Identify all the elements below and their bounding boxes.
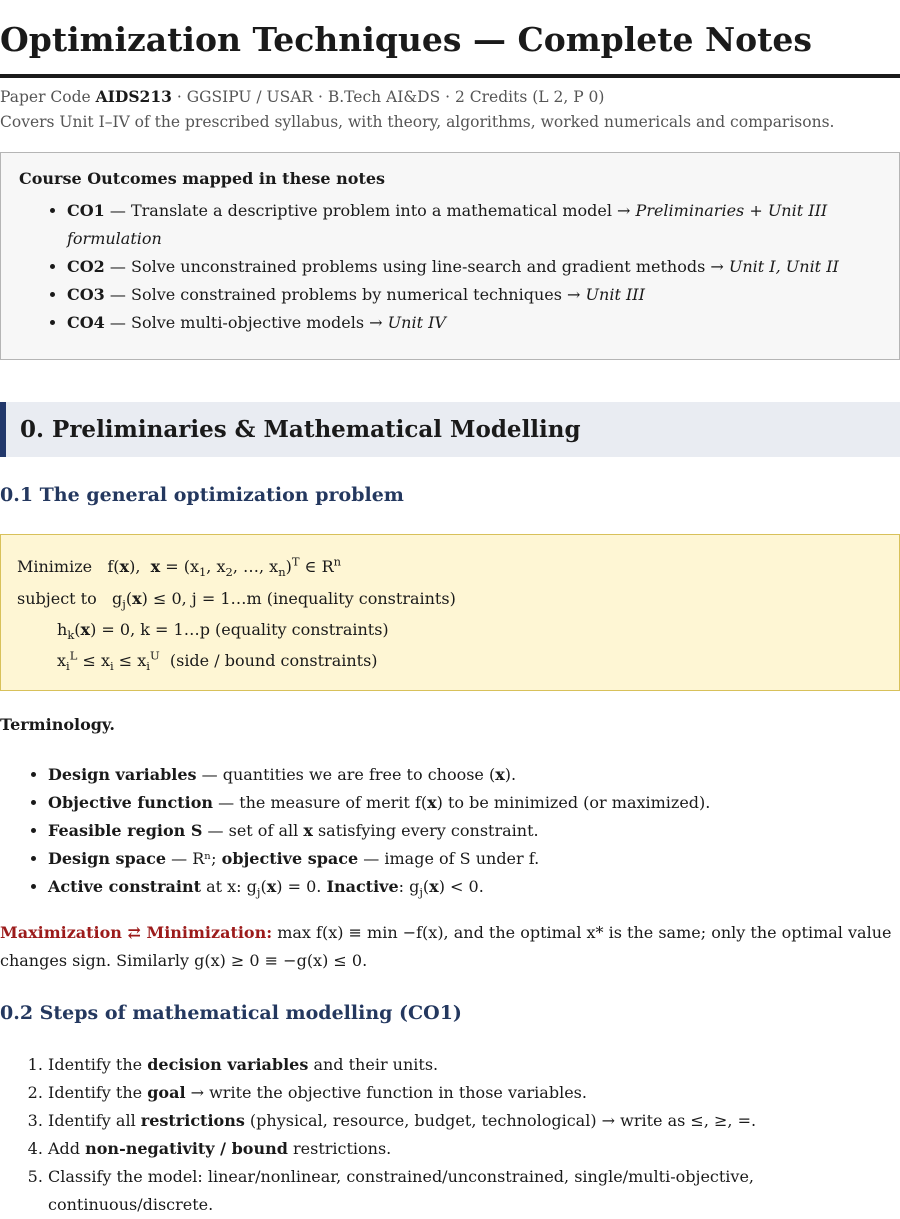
co-text: — Solve unconstrained problems using line-search and gradient methods → [104, 256, 729, 276]
list-item: • Objective function — the measure of merit f(x) to be minimized (or maximized). [48, 789, 900, 817]
step-text: Identify the [48, 1054, 148, 1074]
list-item [67, 253, 881, 281]
terminology-label: Terminology. [0, 715, 115, 735]
coverage-note: Covers Unit I–IV of the prescribed syllabus, with theory, algorithms, worked numericals and comparisons. [0, 113, 835, 132]
term-def: — Rⁿ; [166, 849, 222, 869]
co-code: CO4 [67, 312, 105, 332]
list-item [48, 1163, 900, 1219]
step-keyword: restrictions [140, 1110, 245, 1130]
term-def: at x: g [201, 877, 257, 897]
list-item [67, 197, 881, 253]
step-text: (physical, resource, budget, technological) → write as ≤, ≥, =. [244, 1110, 757, 1130]
section-heading: 0. Preliminaries & Mathematical Modelling [0, 402, 900, 457]
step-keyword: goal [147, 1082, 186, 1102]
course-outcomes-box [0, 152, 900, 360]
term-name: Active constraint [48, 877, 202, 897]
term-name: Objective function [48, 793, 214, 813]
co-mapping: Unit I, Unit II [728, 256, 839, 276]
list-item: • Design space — Rⁿ; objective space — image of S under f. [48, 845, 900, 873]
paper-meta [0, 84, 900, 136]
list-item [48, 1051, 900, 1079]
page-title: Optimization Techniques — Complete Notes [0, 0, 900, 78]
formula-inequality: subject to $g_j(x) \le 0$, j = 1…m (inequality constraints) [17, 588, 456, 611]
paper-code: AIDS213 [95, 86, 172, 106]
list-item: • Active constraint at x: $g_j(x) = 0$. Inactive: $g_j(x) < 0$. [48, 873, 900, 901]
co-text: — Solve multi-objective models → [104, 312, 388, 332]
subsection-heading: 0.1 The general optimization problem [0, 483, 404, 506]
paper-code-label: Paper Code [0, 87, 91, 106]
step-keyword: decision variables [147, 1054, 309, 1074]
paper-details: · GGSIPU / USAR · B.Tech AI&DS · 2 Credits (L 2, P 0) [176, 87, 605, 106]
step-text: restrictions. [287, 1138, 392, 1158]
formula-objective: Minimize f(x), $x = (x_1$, $x_2$, …, $x_n)^T$ ∈ $R^n$ [17, 555, 342, 580]
max-min-label: Maximization ⇄ Minimization: [0, 923, 273, 943]
subsection-heading: 0.2 Steps of mathematical modelling (CO1) [0, 1002, 462, 1025]
step-keyword: non-negativity / bound [85, 1138, 288, 1158]
co-mapping: Preliminaries + Unit III formulation [67, 200, 828, 248]
co-text: — Translate a descriptive problem into a mathematical model → [104, 200, 636, 220]
list-item [48, 1135, 900, 1163]
modelling-steps-list [0, 1051, 900, 1219]
step-text: and their units. [308, 1054, 439, 1074]
general-problem-formula [0, 534, 900, 691]
step-text: Identify all [48, 1110, 141, 1130]
subject-to-label: subject to [17, 588, 97, 608]
term-def: — quantities we are free to choose ( [196, 765, 496, 785]
formula-bounds: $x_i^L \le x_i \le x_i^U$ (side / bound constraints) [57, 648, 378, 674]
co-code: CO2 [67, 256, 105, 276]
term-def: — the measure of merit f( [213, 793, 428, 813]
list-item: • Design variables — quantities we are free to choose (x). [48, 761, 900, 789]
step-text: → write the objective function in those variables. [185, 1082, 587, 1102]
step-text: Classify the model: linear/nonlinear, constrained/unconstrained, single/multi-objective, continuous/discrete. [48, 1166, 755, 1214]
step-text: Add [48, 1138, 86, 1158]
course-outcomes-title: Course Outcomes mapped in these notes [19, 168, 386, 188]
bound-text: (side / bound constraints) [169, 650, 378, 670]
course-outcomes-list [19, 197, 881, 337]
list-item [48, 1107, 900, 1135]
list-item: • Feasible region S — set of all x satisfying every constraint. [48, 817, 900, 845]
co-mapping: Unit III [585, 284, 645, 304]
co-code: CO1 [67, 200, 105, 220]
list-item [48, 1079, 900, 1107]
list-item [67, 281, 881, 309]
eq-text: = 0, k = 1…p (equality constraints) [96, 619, 389, 639]
term-def: — set of all [202, 821, 304, 841]
max-min-text: max f(x) ≡ min −f(x), and the optimal x* is the same; only the optimal value changes sign. Similarly g(x) ≥ 0 ≡ −g(x) ≤ 0. [0, 923, 892, 971]
step-text: Identify the [48, 1082, 148, 1102]
minimize-label: Minimize [17, 557, 93, 577]
ineq-text: ≤ 0, j = 1…m (inequality constraints) [147, 588, 456, 608]
max-min-note [0, 919, 900, 975]
term-name: Design variables [48, 765, 197, 785]
co-mapping: Unit IV [387, 312, 446, 332]
co-text: — Solve constrained problems by numerical techniques → [104, 284, 586, 304]
formula-equality: $h_k(x) = 0$, k = 1…p (equality constraints) [57, 619, 389, 642]
paper-code-line [0, 84, 900, 111]
terminology-list [0, 761, 900, 901]
term-name: Feasible region S [48, 821, 203, 841]
co-code: CO3 [67, 284, 105, 304]
term-name: Design space [48, 849, 167, 869]
list-item [67, 309, 881, 337]
